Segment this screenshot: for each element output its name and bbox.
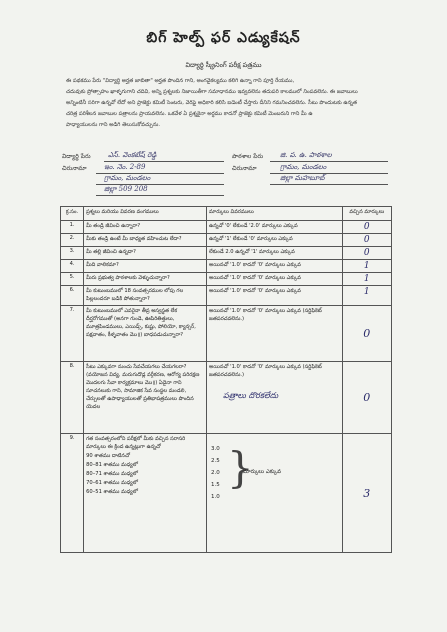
row-score: 0 <box>342 306 391 362</box>
row-marks-rule: అయినచో '1.0' కాదనో '0' మార్కులు ఎక్కువ <box>207 260 343 273</box>
row-number: 3. <box>61 247 84 260</box>
row-marks-rule: లేకుండే 2.0 ఉన్నచో '1' మార్కులు ఎక్కువ <box>207 247 343 260</box>
row-score: 0 <box>342 247 391 260</box>
school-name-value: జి. ప. ఉ. పాఠశాల <box>280 151 332 159</box>
school-address-value-line2: జిల్లా మహబూబ్ <box>280 174 325 182</box>
address-value-line3: జిల్లా 509 208 <box>104 185 148 193</box>
brace-symbol: } <box>227 443 254 492</box>
form-title: బిగ్ హెల్ప్ ఫర్ ఎడ్యుకేషన్ <box>146 30 301 46</box>
grade-point: 2.0 <box>211 470 220 476</box>
row-marks-rule: అయినచో '1.0' కాదనో '0' మార్కులు ఎక్కువ (సర్టిఫికెట్ జతపరచవలెను.) <box>209 364 322 378</box>
row-score: 1 <box>342 273 391 286</box>
table-row <box>61 362 392 434</box>
row-score: 0 <box>342 234 391 247</box>
grade-list <box>86 452 204 496</box>
table-row <box>61 286 392 306</box>
row-question: మీకు తండ్రి ఉంటే మీ బాధ్యత వహించుట లేదా? <box>84 234 207 247</box>
screening-questions-table <box>60 206 392 553</box>
grade-point: 1.0 <box>211 494 220 500</box>
instruction-line: అన్నింటినీ సరిగా ఉన్నవో లేదో అని ప్రాజెక్టు కమిటీ సెంటరు, వెరిఫై అధికారి కలిసి ఐడెంటీ చేస్తారు దీనిని గమనించవలెను. సీటు పొందుటకు ఉన్నత <box>66 100 358 106</box>
form-subtitle: విద్యార్థి స్క్రీనింగ్ పరీక్ష పత్రము <box>185 61 262 69</box>
grade-item: 60–51 శాతము మధ్యలో <box>86 489 138 495</box>
row-question: గత సంవత్సరంలోని పరీక్షలో మీకు వచ్చిన సరాసరి మార్కులు ఈ క్రింద ఉన్నట్లుగా ఉన్నచో <box>86 436 186 450</box>
grade-point: 1.5 <box>211 482 220 488</box>
row-marks-rule: అయినచో '1.0' కాదనో '0' మార్కులు ఎక్కువ <box>207 273 343 286</box>
grade-points <box>211 443 220 503</box>
school-address-underline <box>270 184 388 185</box>
row-number: 4. <box>61 260 84 273</box>
grade-point: 3.0 <box>211 446 220 452</box>
row-number: 2. <box>61 234 84 247</box>
school-name-label: పాఠశాల పేరు <box>232 153 264 160</box>
address-value-line1: ఇం. నెం. 2-89 <box>104 163 146 171</box>
row-score: 1 <box>342 260 391 273</box>
address-underline <box>96 195 224 196</box>
table-row <box>61 306 392 362</box>
grade-points-block <box>209 435 340 535</box>
row-marks-cell <box>207 362 343 434</box>
instruction-line: చదువుకు ప్రోత్సాహం ఖాళ్ళగుగాని చదివి, అన్ని ప్రశ్నలకు నిజాయితీగా సమాధానము ఇవ్వవలెను తదుపరి కాలములో నింపవలెను. ఈ జవాబులు <box>66 89 358 95</box>
grade-item: 80–71 శాతము మధ్యలో <box>86 471 138 477</box>
row-number: 8. <box>61 362 84 434</box>
row-score: 3 <box>342 434 391 553</box>
row-marks-rule: అయినచో '1.0' కాదనో '0' మార్కులు ఎక్కువ (సర్టిఫికెట్ జతపరచవలెను.) <box>207 306 343 362</box>
row-question: మీది వాలికమా? <box>84 260 207 273</box>
row-question: మీ కుటుంబములో ఎవరైనా తీవ్ర అస్వస్థత లేక దీర్ఘరోగముతో (అనగా గుండె, ఊపిరితిత్తులు, మూత్రపిండములు, ఎయిడ్స్, కుష్టు, పోలియో, క్యాన్సర్, పక్షవాతం, కీళ్ళవాతం మొ॥) బాధపడుచున్నారా? <box>84 306 207 362</box>
table-row <box>61 260 392 273</box>
table-row <box>61 221 392 234</box>
col-header-question: ప్రశ్నలు మరియు వివరణ వంగములు <box>84 207 207 221</box>
row-score: 1 <box>342 286 391 306</box>
table-row <box>61 273 392 286</box>
row-question: సీటు ఎక్కువగా నుంచు సేవచేయగలు చేయగలరా? (వయోజన విద్య, మరుగుదొడ్ల వర్గీకరణ, ఆరోగ్య పరిరక్షణ మొదలగు సేవా కార్యక్రమాలు మొ॥) ఏదైనా గాని సూచనలుకు గాని, సామాజిక సేవ సంస్థల మండలి, చేర్పులతో ఉపాధ్యాయులతో ప్రతిభాపత్రములు పొందిన యెదల <box>84 362 207 434</box>
address-value-line2: గ్రామం, మండలం <box>104 174 151 182</box>
school-address-label: చిరునామా <box>232 165 257 172</box>
row-number: 9. <box>61 434 84 553</box>
row-number: 7. <box>61 306 84 362</box>
row-number: 1. <box>61 221 84 234</box>
instruction-line: ఈ పథకము పేరు "విద్యార్థి అర్హత జాబితా" అర్హత పొందిన గాని, అంగవైకల్యము కలిగి ఉన్నా గాని పూర్తి రేయము, <box>66 78 295 84</box>
table-row <box>61 247 392 260</box>
row-question: మీ తల్లి జీవించి ఉన్నదా? <box>84 247 207 260</box>
row-marks-rule: ఉన్నచో '0' లేకుండే '2.0' మార్కులు ఎక్కువ <box>207 221 343 234</box>
grade-item: 80–81 శాతము మధ్యలో <box>86 462 138 468</box>
row-number: 5. <box>61 273 84 286</box>
grade-item: 90 శాతము దాటినచో <box>86 453 130 459</box>
instruction-line: పాధ్యాయులను గాని అడిగి తెలుసుకోవచ్చును. <box>66 122 161 128</box>
student-name-value: ఎస్. వెంకటేష్ రెడ్డి <box>108 151 157 159</box>
instruction-line: చరిత్ర పరిశీలన జవాబుల పత్రాలను ప్రాయవలెను. ఒకవేళ ఏ ప్రశ్నకైనా అర్థము కాదనో ప్రాజెక్టు కమిటీ మెంబరుని గాని మీ ఉ <box>66 111 313 117</box>
student-name-label: విద్యార్థి పేరు <box>62 153 91 160</box>
row-question: మీరు ప్రభుత్వ పాఠశాలకు వెళ్ళుచున్నారా? <box>84 273 207 286</box>
row-marks-rule: అయినచో '1.0' కాదనో '0' మార్కులు ఎక్కువ <box>207 286 343 306</box>
row-number: 6. <box>61 286 84 306</box>
school-name-underline <box>270 161 388 162</box>
school-address-value-line1: గ్రామం, మండలం <box>280 163 327 171</box>
instructions-paragraph <box>66 76 388 131</box>
col-header-marks-details: మార్కులు వివరములు <box>207 207 343 221</box>
row-marks-rule: ఉన్నచో '1' లేకుండే '0' మార్కులు ఎక్కువ <box>207 234 343 247</box>
handwritten-note: పత్రాలు దొరకలేదు <box>223 391 279 400</box>
col-header-marks-obtained: వచ్చిన మార్కులు <box>342 207 391 221</box>
grade-point: 2.5 <box>211 458 220 464</box>
grade-item: 70–61 శాతము మధ్యలో <box>86 480 138 486</box>
table-row <box>61 434 392 553</box>
row-score: 0 <box>342 362 391 434</box>
row-marks-rule: మార్కులు ఎక్కువ <box>243 469 282 475</box>
table-row <box>61 234 392 247</box>
row-score: 0 <box>342 221 391 234</box>
row-question: మీ తండ్రి జీవించి ఉన్నారా? <box>84 221 207 234</box>
row-question: మీ కుటుంబములో 18 సంవత్సరముల లోపు గల పిల్లలందరూ బడికి పోతున్నారా? <box>84 286 207 306</box>
row-marks-cell <box>207 434 343 553</box>
student-name-underline <box>104 161 224 162</box>
table-header-row <box>61 207 392 221</box>
row-question-cell <box>84 434 207 553</box>
col-header-serial: క్ర.సం. <box>61 207 84 221</box>
address-label: చిరునామా <box>62 165 87 172</box>
